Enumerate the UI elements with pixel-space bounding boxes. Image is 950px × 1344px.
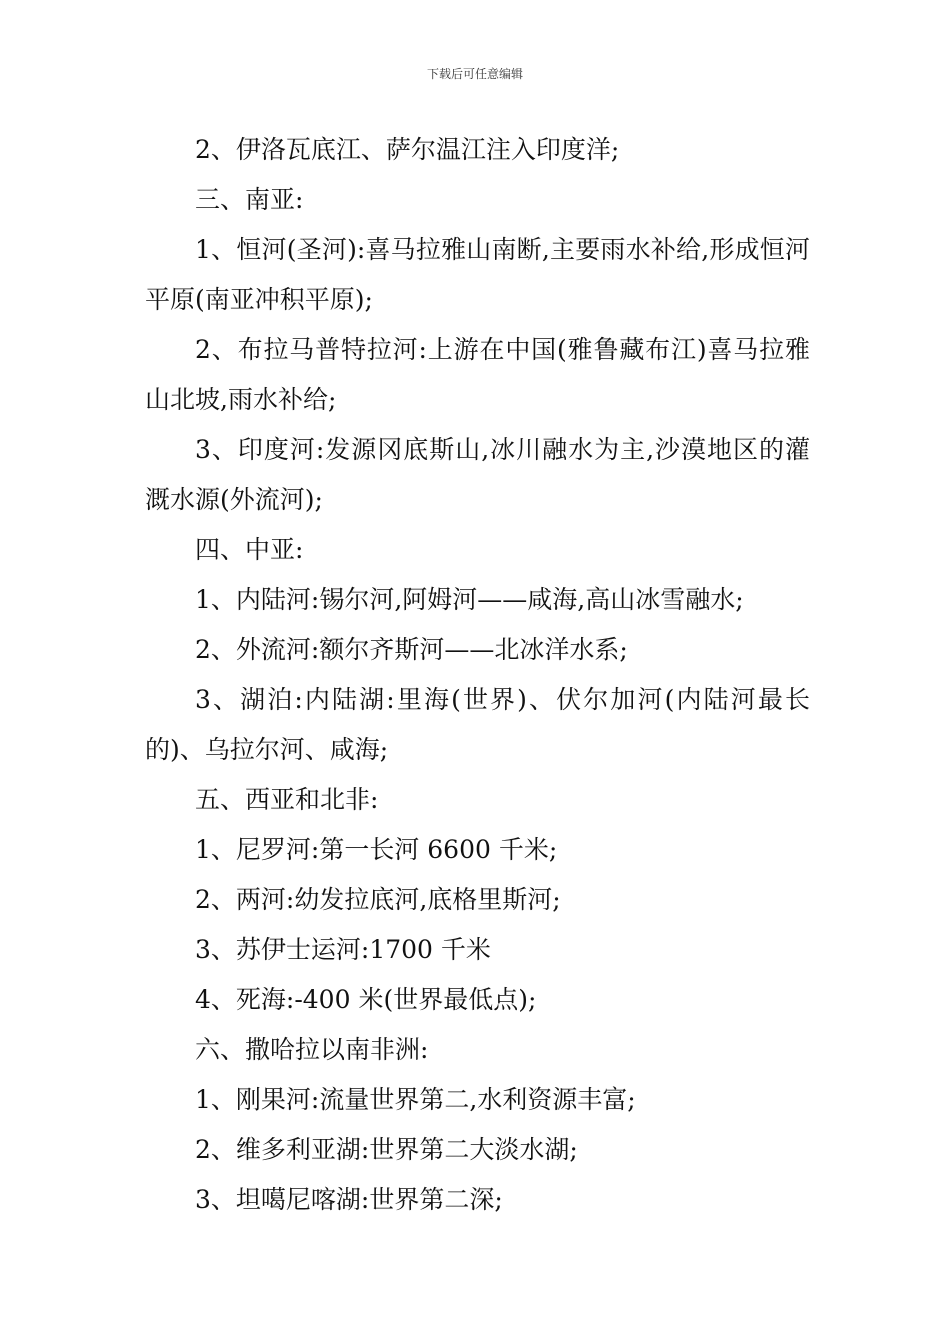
- paragraph: 1、尼罗河:第一长河 6600 千米;: [195, 835, 558, 864]
- page-header: 下载后可任意编辑: [426, 67, 523, 81]
- document-body: [145, 125, 810, 1225]
- section-heading: 六、撒哈拉以南非洲:: [195, 1035, 429, 1064]
- paragraph: 2、布拉马普特拉河:上游在中国(雅鲁藏布江)喜马拉雅山北坡,雨水补给;: [145, 335, 810, 414]
- section-heading: 四、中亚:: [195, 535, 304, 564]
- paragraph: 1、刚果河:流量世界第二,水利资源丰富;: [195, 1085, 636, 1114]
- paragraph: 2、外流河:额尔齐斯河——北冰洋水系;: [195, 635, 628, 664]
- paragraph: 3、坦噶尼喀湖:世界第二深;: [195, 1185, 503, 1214]
- paragraph: 2、维多利亚湖:世界第二大淡水湖;: [195, 1135, 578, 1164]
- section-heading: 五、西亚和北非:: [195, 785, 379, 814]
- paragraph: 3、苏伊士运河:1700 千米: [195, 935, 491, 964]
- paragraph: 2、两河:幼发拉底河,底格里斯河;: [195, 885, 561, 914]
- section-heading: 三、南亚:: [195, 185, 304, 214]
- paragraph: 3、湖泊:内陆湖:里海(世界)、伏尔加河(内陆河最长的)、乌拉尔河、咸海;: [145, 685, 810, 764]
- paragraph: 3、印度河:发源冈底斯山,冰川融水为主,沙漠地区的灌溉水源(外流河);: [145, 435, 810, 514]
- paragraph: 4、死海:-400 米(世界最低点);: [195, 985, 537, 1014]
- paragraph: 2、伊洛瓦底江、萨尔温江注入印度洋;: [195, 135, 620, 164]
- paragraph: 1、恒河(圣河):喜马拉雅山南断,主要雨水补给,形成恒河平原(南亚冲积平原);: [145, 235, 810, 314]
- paragraph: 1、内陆河:锡尔河,阿姆河——咸海,高山冰雪融水;: [195, 585, 744, 614]
